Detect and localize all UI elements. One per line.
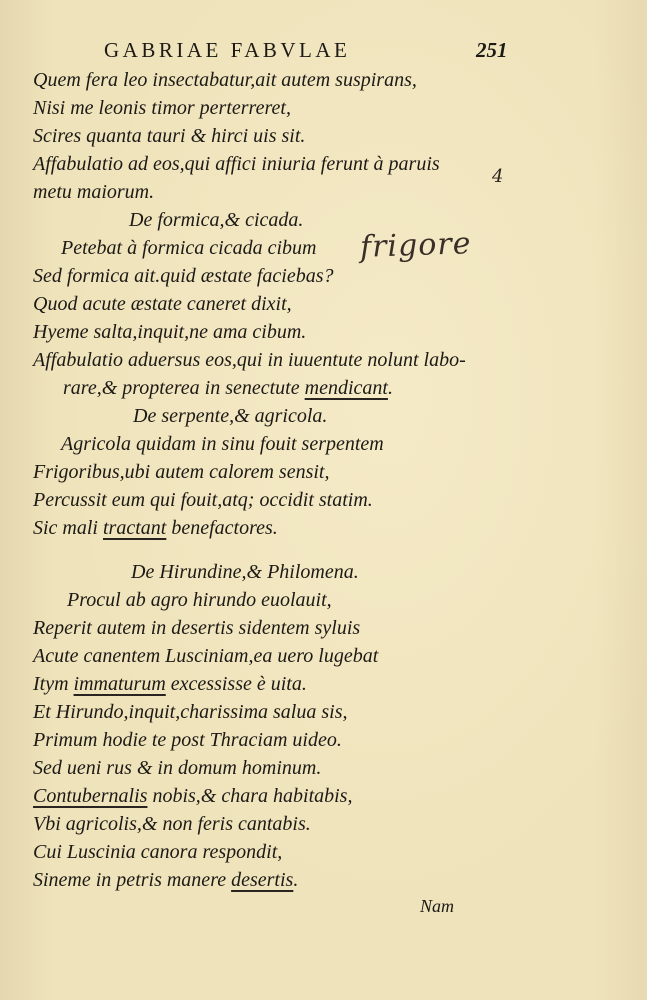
underlined-word: Contubernalis: [33, 785, 148, 807]
text-line: Affabulatio aduersus eos,qui in iuuentute nolunt labo-: [33, 349, 466, 371]
underlined-word: immaturum: [73, 673, 166, 695]
text-line: [33, 782, 352, 810]
text-line: Scires quanta tauri & hirci uis sit.: [33, 125, 306, 147]
margin-note: 4: [492, 166, 504, 187]
text-line: [33, 670, 307, 698]
text-line: Affabulatio ad eos,qui affici iniuria ferunt à paruis: [33, 153, 440, 175]
text-line: Agricola quidam in sinu fouit serpentem: [61, 433, 384, 455]
running-title: GABRIAE FABVLAE: [104, 38, 351, 62]
text-segment: .: [387, 377, 393, 399]
handwritten-annotation: frigore: [359, 226, 472, 265]
text-line: [33, 514, 278, 542]
text-segment: benefactores.: [166, 517, 278, 539]
text-segment: Sineme in petris manere: [33, 869, 232, 891]
text-line: Vbi agricolis,& non feris cantabis.: [33, 813, 311, 835]
text-line: Frigoribus,ubi autem calorem sensit,: [33, 461, 330, 483]
text-line: Nisi me leonis timor perterreret,: [33, 97, 291, 119]
section-heading: De formica,& cicada.: [129, 209, 304, 231]
text-line: Petebat à formica cicada cibum: [61, 237, 317, 259]
page-number: 251: [476, 38, 508, 62]
section-heading: De Hirundine,& Philomena.: [131, 561, 359, 583]
text-line: Quod acute æstate caneret dixit,: [33, 293, 292, 315]
text-segment: excessisse è uita.: [165, 673, 307, 695]
text-line: [63, 374, 393, 402]
text-line: Reperit autem in desertis sidentem syluis: [33, 617, 361, 639]
underlined-word: mendicant: [304, 377, 388, 399]
text-line: Sed formica ait.quid æstate faciebas?: [33, 265, 334, 287]
text-line: Cui Luscinia canora respondit,: [33, 841, 283, 863]
underlined-word: tractant: [103, 517, 167, 539]
text-line: Percussit eum qui fouit,atq; occidit statim.: [33, 489, 373, 511]
text-segment: Sic mali: [33, 517, 103, 539]
text-line: Primum hodie te post Thraciam uideo.: [33, 729, 342, 751]
text-line: Acute canentem Lusciniam,ea uero lugebat: [33, 645, 379, 667]
underlined-word: desertis: [231, 869, 294, 891]
text-segment: nobis,& chara habitabis,: [147, 785, 353, 807]
text-line: Et Hirundo,inquit,charissima salua sis,: [33, 701, 348, 723]
text-line: metu maiorum.: [33, 181, 155, 203]
catchword: Nam: [420, 896, 455, 916]
text-line: Sed ueni rus & in domum hominum.: [33, 757, 322, 779]
text-line: Hyeme salta,inquit,ne ama cibum.: [33, 321, 307, 343]
text-segment: .: [293, 869, 299, 891]
section-heading: De serpente,& agricola.: [133, 405, 328, 427]
text-line: Quem fera leo insectabatur,ait autem suspirans,: [33, 69, 417, 91]
text-segment: rare,& propterea in senectute: [63, 377, 305, 399]
running-head: [0, 38, 647, 68]
text-line: [33, 866, 298, 894]
text-line: Procul ab agro hirundo euolauit,: [67, 589, 332, 611]
text-segment: Itym: [33, 673, 74, 695]
